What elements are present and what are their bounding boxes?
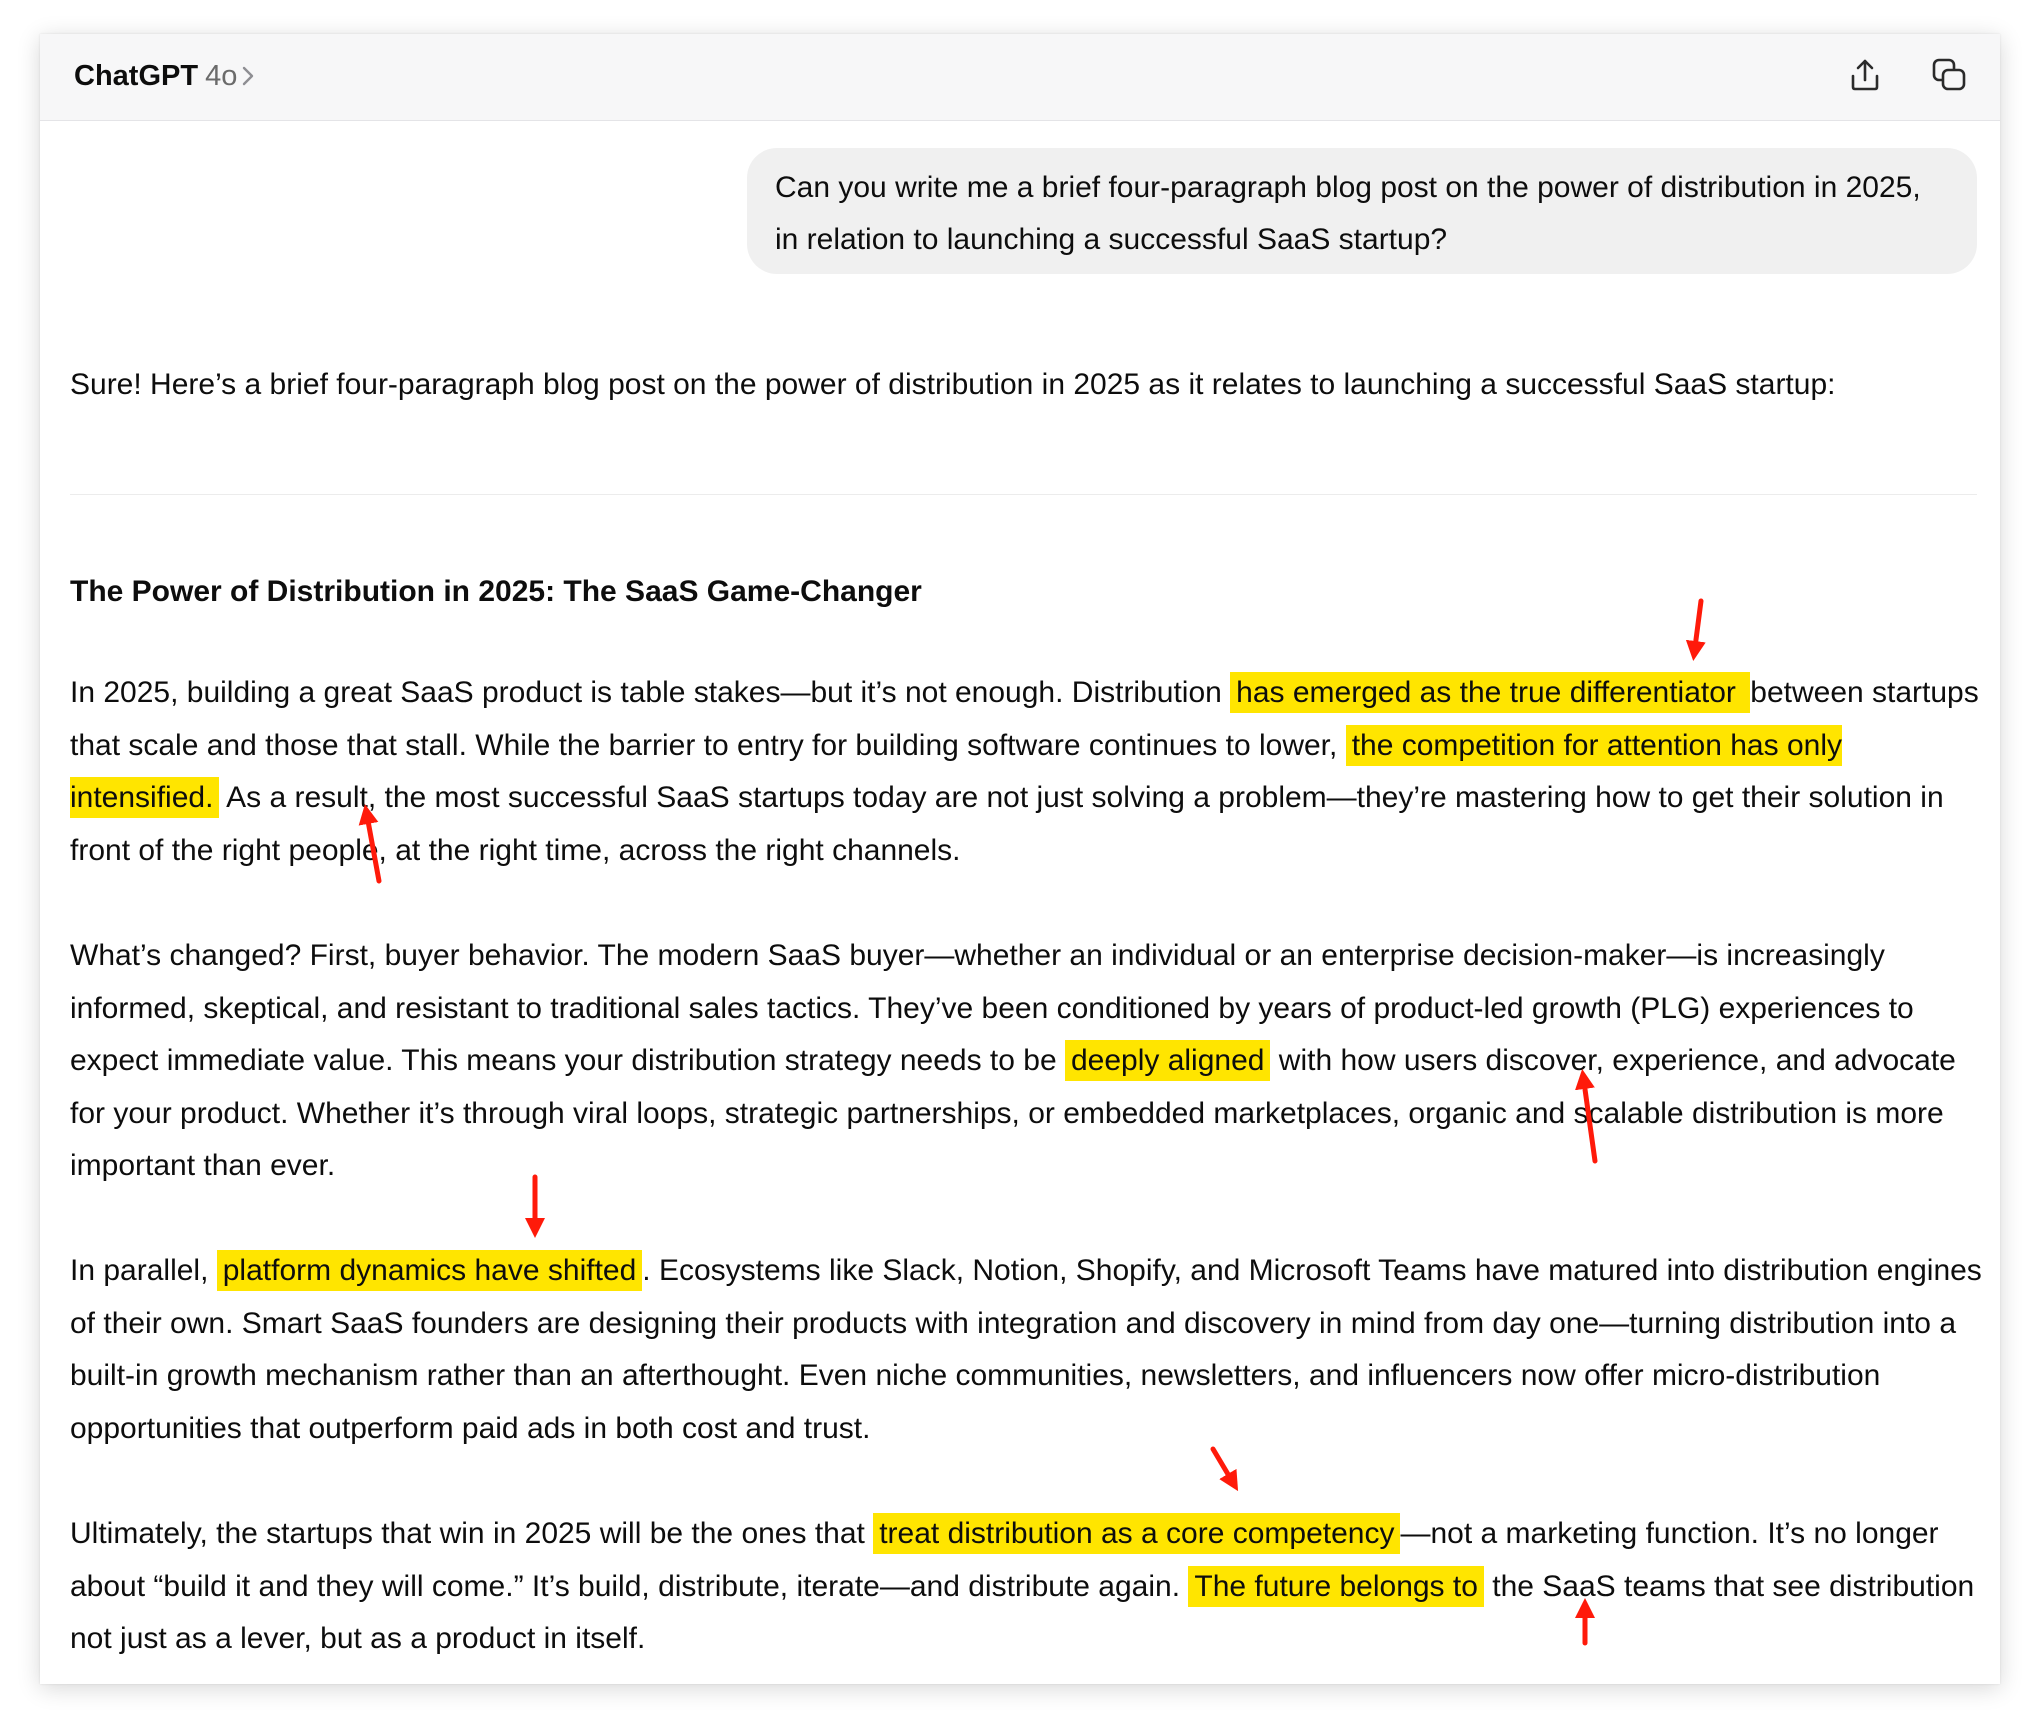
model-switcher[interactable] [74, 54, 255, 98]
highlighted-phrase: platform dynamics have shifted [217, 1250, 643, 1291]
highlighted-phrase: The future belongs to [1188, 1566, 1484, 1607]
blog-paragraph-1 [70, 667, 1982, 877]
annotation-arrow [1694, 601, 1701, 655]
blog-paragraph-2 [70, 930, 1982, 1193]
paragraph-text: the SaaS teams that see distribution not just as a lever, but as a product in itself. [70, 1569, 1975, 1655]
share-icon [1847, 57, 1883, 98]
chat-window [40, 34, 2000, 1684]
highlighted-phrase: has emerged as the true differentiator [1230, 672, 1750, 713]
app-name: ChatGPT [74, 59, 199, 92]
paragraph-text: . Ecosystems like Slack, Notion, Shopify, and Microsoft Teams have matured into distribution engines of their own. Smart SaaS founders are designing their products with integration and discovery in mind from day one—turning distribution into a built-in growth mechanism rather than an afterthought. Even niche communities, newsletters, and influencers now offer micro-distribution opportunities that outperform paid ads in both cost and trust. [70, 1254, 1982, 1445]
chevron-right-icon [241, 64, 255, 88]
highlighted-phrase: the competition for attention has only intensified. [70, 725, 1842, 819]
chat-header [40, 34, 2000, 121]
paragraph-text: As a result, the most successful SaaS startups today are not just solving a problem—they’re mastering how to get their solution in front of the right people, at the right time, across the right channels. [70, 781, 1944, 867]
divider [70, 494, 1977, 495]
model-name: 4o [205, 59, 238, 92]
user-message-bubble: Can you write me a brief four-paragraph blog post on the power of distribution in 2025, in relation to launching a successful SaaS startup? [747, 148, 1977, 274]
assistant-intro: Sure! Here’s a brief four-paragraph blog post on the power of distribution in 2025 as it relates to launching a successful SaaS startup: [70, 368, 1836, 401]
share-button[interactable] [1840, 52, 1890, 102]
blog-paragraph-4 [70, 1508, 1982, 1666]
paragraph-text: —not a marketing function. It’s no longer about “build it and they will come.” It’s build, distribute, iterate—and distribute again. [70, 1517, 1939, 1603]
paragraph-text: Ultimately, the startups that win in 2025 will be the ones that [70, 1517, 874, 1550]
paragraph-text: In parallel, [70, 1254, 217, 1287]
new-chat-button[interactable] [1924, 52, 1974, 102]
highlighted-phrase: treat distribution as a core competency [873, 1513, 1400, 1554]
paragraph-text: In 2025, building a great SaaS product is table stakes—but it’s not enough. Distribution [70, 676, 1231, 709]
paragraph-text: What’s changed? First, buyer behavior. The modern SaaS buyer—whether an individual or an enterprise decision-maker—is increasingly informed, skeptical, and resistant to traditional sales tactics. They’ve been conditioned by years of product-led growth (PLG) experiences to expect immediate value. This means your distribution strategy needs to be [70, 939, 1914, 1077]
paragraph-text: between startups that scale and those that stall. While the barrier to entry for building software continues to lower, [70, 676, 1979, 762]
paragraph-text: with how users discover, experience, and advocate for your product. Whether it’s through viral loops, strategic partnerships, or embedded marketplaces, organic and scalable distribution is more important than ever. [70, 1044, 1956, 1182]
new-chat-icon [1930, 56, 1968, 99]
blog-paragraph-3 [70, 1245, 1982, 1455]
blog-post-title: The Power of Distribution in 2025: The SaaS Game-Changer [70, 575, 922, 608]
highlighted-phrase: deeply aligned [1065, 1040, 1271, 1081]
